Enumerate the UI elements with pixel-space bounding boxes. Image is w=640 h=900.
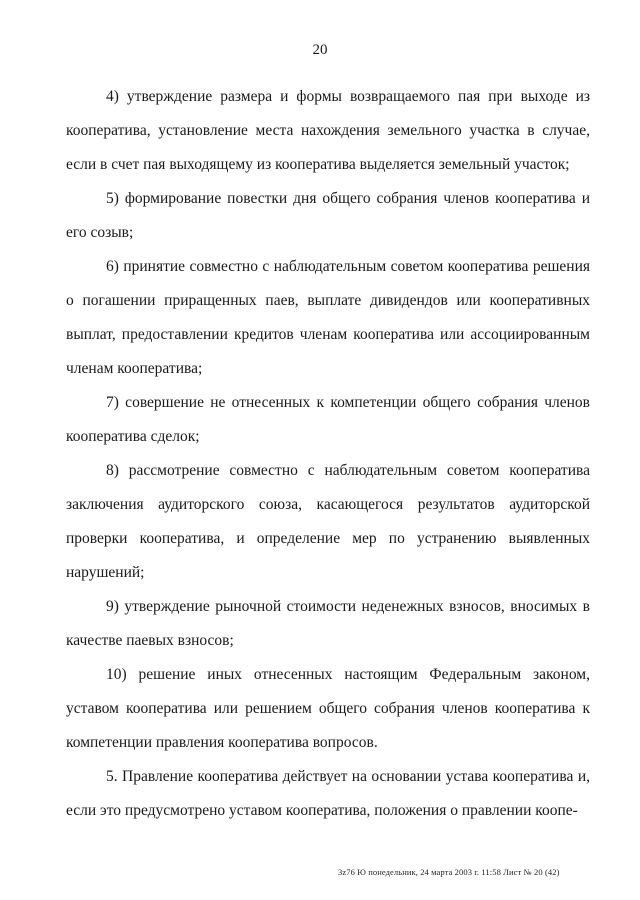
paragraph-item-7: 7) совершение не отнесенных к компетенции общего собрания членов кооператива сделок; <box>66 394 590 445</box>
paragraph-item-6: 6) принятие совместно с наблюдательным советом кооператива решения о погашении приращенных паев, выплате дивидендов или кооперативных выплат, предоставлении кредитов членам кооператива или ассоциированным членам кооператива; <box>66 258 590 377</box>
body-text <box>66 80 590 828</box>
paragraph-item-8: 8) рассмотрение совместно с наблюдательным советом кооператива заключения аудиторского союза, касающегося результатов аудиторской проверки кооператива, и определение мер по устранению выявленных нарушений; <box>66 462 590 581</box>
page-number: 20 <box>312 42 328 58</box>
paragraph-item-4: 4) утверждение размера и формы возвращаемого пая при выходе из кооператива, установление места нахождения земельного участка в случае, если в счет пая выходящему из кооператива выделяется земельный участок; <box>66 88 590 173</box>
paragraph-item-9: 9) утверждение рыночной стоимости неденежных взносов, вносимых в качестве паевых взносов; <box>66 598 590 649</box>
paragraph-item-5: 5) формирование повестки дня общего собрания членов кооператива и его созыв; <box>66 190 590 241</box>
paragraph-item-10: 10) решение иных отнесенных настоящим Федеральным законом, уставом кооператива или решением общего собрания членов кооператива к компетенции правления кооператива вопросов. <box>66 666 590 751</box>
footer-print-stamp: 3z76 Ю понедельник, 24 марта 2003 г. 11:58 Лист № 20 (42) <box>338 867 560 877</box>
paragraph-section-5: 5. Правление кооператива действует на основании устава кооператива и, если это предусмотрено уставом кооператива, положения о правлении коопе- <box>66 768 590 819</box>
